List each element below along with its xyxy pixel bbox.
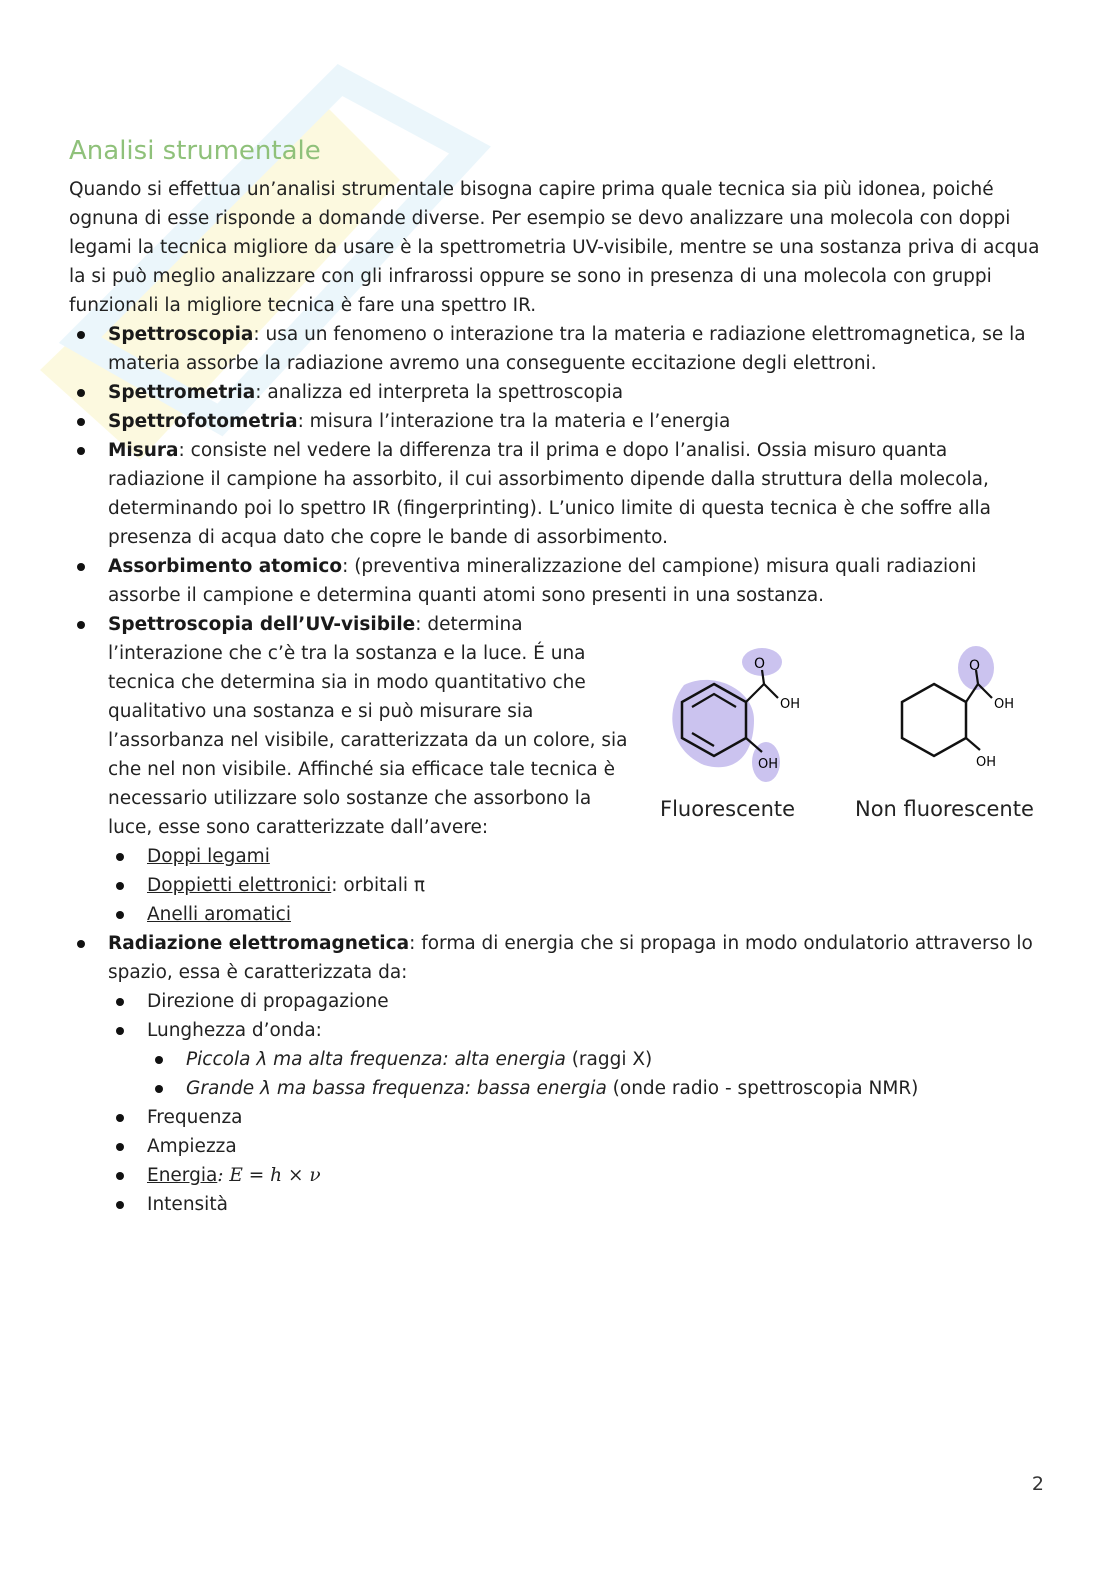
bullet-icon	[77, 389, 85, 397]
bullet-icon	[116, 1172, 124, 1180]
list-item: Misura: consiste nel vedere la differenza tra il prima e dopo l’analisi. Ossia misuro quanta radiazione il campione ha assorbito, il cui assorbimento dipende dalla struttura della molecola, determinando poi lo spettro IR (fingerprinting). L’unico limite di questa tecnica è che soffre alla presenza di acqua dato che copre le bande di assorbimento.	[69, 436, 1049, 552]
bullet-icon	[77, 331, 85, 339]
section-title: Analisi strumentale	[69, 136, 321, 166]
bullet-icon	[77, 940, 85, 948]
molecule-diagram	[654, 640, 1054, 790]
bullet-icon	[116, 1201, 124, 1209]
list-item: Lunghezza d’onda: Piccola λ ma alta frequenza: alta energia (raggi X) Grande λ ma bassa frequenza: bassa energia (onde radio - spettroscopia NMR)	[108, 1016, 1049, 1103]
list-item: Doppietti elettronici: orbitali π	[108, 871, 1049, 900]
intro-paragraph: Quando si effettua un’analisi strumentale bisogna capire prima quale tecnica sia più idonea, poiché ognuna di esse risponde a domande diverse. Per esempio se devo analizzare una molecola con doppi legami la tecnica migliore da usare è la spettrometria UV-visibile, mentre se una sostanza priva di acqua la si può meglio analizzare con gli infrarossi oppure se sono in presenza di una molecola con gruppi funzionali la migliore tecnica è fare una spettro IR.	[69, 179, 1040, 316]
oh-label: OH	[994, 697, 1015, 712]
bullet-icon	[116, 1114, 124, 1122]
bullet-icon	[77, 621, 85, 629]
fluorescente-label: Fluorescente	[660, 797, 796, 821]
list-item-uv: Spettroscopia dell’UV-visibile: determina l’interazione che c’è tra la sostanza e la luce. É una tecnica che determina sia in modo quantitativo che qualitativo una sostanza e si può misurare sia l’assorbanza nel visibile, caratterizzata da un colore, sia che nel non visibile. Affinché sia efficace tale tecnica è necessario utilizzare solo sostanze che assorbono la luce, esse sono caratterizzate dall’avere: O OH OH O OH OH Fluorescente Non fluorescente Doppi legami Doppietti elettronici: orbitali π Anelli aromatici	[69, 610, 1049, 929]
bullet-icon	[116, 882, 124, 890]
bullet-icon	[77, 563, 85, 571]
oh-label: OH	[780, 697, 801, 712]
list-item: Spettrofotometria: misura l’interazione tra la materia e l’energia	[69, 407, 1049, 436]
bullet-icon	[155, 1085, 163, 1093]
bullet-icon	[116, 853, 124, 861]
oxygen-label: O	[754, 656, 766, 672]
page-number: 2	[1031, 1473, 1044, 1495]
bullet-icon	[116, 911, 124, 919]
oh-label: OH	[758, 757, 779, 772]
molecule-figures	[654, 640, 1054, 830]
list-item: Piccola λ ma alta frequenza: alta energia (raggi X)	[147, 1045, 1049, 1074]
list-item: Energia: E = h × ν	[108, 1161, 1049, 1190]
list-item: Intensità	[108, 1190, 1049, 1219]
page-content	[69, 133, 1049, 1219]
bullet-icon	[116, 1143, 124, 1151]
list-item: Frequenza	[108, 1103, 1049, 1132]
oxygen-label: O	[969, 658, 981, 674]
list-item: Anelli aromatici	[108, 900, 1049, 929]
list-item: Ampiezza	[108, 1132, 1049, 1161]
bullet-icon	[116, 1027, 124, 1035]
bullet-icon	[155, 1056, 163, 1064]
bullet-icon	[77, 447, 85, 455]
oh-label: OH	[976, 755, 997, 770]
bullet-icon	[77, 418, 85, 426]
list-item: Assorbimento atomico: (preventiva mineralizzazione del campione) misura quali radiazioni assorbe il campione e determina quanti atomi sono presenti in una sostanza.	[69, 552, 1049, 610]
list-item: Grande λ ma bassa frequenza: bassa energia (onde radio - spettroscopia NMR)	[147, 1074, 1049, 1103]
bullet-icon	[116, 998, 124, 1006]
list-item: Spettrometria: analizza ed interpreta la spettroscopia	[69, 378, 1049, 407]
list-item-radiation: Radiazione elettromagnetica: forma di energia che si propaga in modo ondulatorio attraverso lo spazio, essa è caratterizzata da: Direzione di propagazione Lunghezza d’onda: Piccola λ ma alta frequenza: alta energia (raggi X) Grande λ ma bassa frequenza: bassa energia (onde radio - spettroscopia NMR) Frequenza Ampiezza Energia: E = h × ν Intensità	[69, 929, 1049, 1219]
non-fluorescente-label: Non fluorescente	[855, 797, 1034, 821]
list-item: Direzione di propagazione	[108, 987, 1049, 1016]
list-item: Spettroscopia: usa un fenomeno o interazione tra la materia e radiazione elettromagnetica, se la materia assorbe la radiazione avremo una conseguente eccitazione degli elettroni.	[69, 320, 1049, 378]
definition-list	[69, 320, 1049, 1219]
list-item: Doppi legami	[108, 842, 1049, 871]
energy-formula: : E = h × ν	[217, 1165, 321, 1186]
